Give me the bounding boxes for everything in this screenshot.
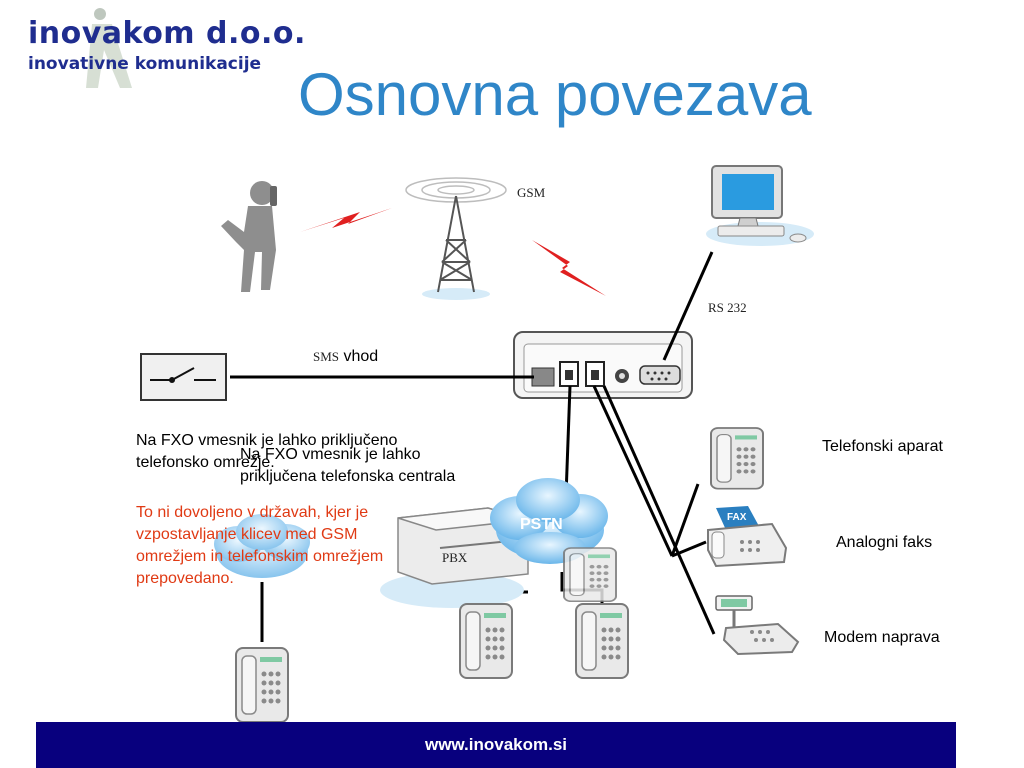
warning-note: To ni dovoljeno v državah, kjer je vzpostavljanje klicev med GSM omrežjem in telefonskim omrežjem prepovedano. — [136, 504, 384, 587]
analogni-faks-label: Analogni faks — [836, 534, 933, 551]
rs232-label: RS 232 — [708, 300, 747, 315]
gsm-label: GSM — [517, 185, 546, 200]
fax-label: FAX — [727, 512, 747, 523]
computer-icon — [706, 166, 814, 246]
logo-name: inovakom d.o.o. — [28, 16, 306, 51]
switch-icon — [141, 354, 226, 400]
fxo-pbx-note: Na FXO vmesnik je lahko priključena telefonska centrala — [240, 446, 456, 485]
desk-phone-icon — [711, 428, 763, 489]
gsm-tower-icon — [406, 178, 506, 300]
modem-icon — [716, 596, 798, 654]
desk-phone-icon — [564, 548, 616, 601]
lightning-icon — [532, 240, 606, 296]
desk-phone-icon — [460, 604, 512, 678]
pstn-label: PSTN — [520, 516, 563, 533]
footer-url[interactable]: www.inovakom.si — [424, 735, 568, 754]
mobile-user-icon — [221, 181, 277, 292]
lightning-icon — [300, 208, 392, 232]
pbx-label: PBX — [442, 550, 468, 565]
page-title: Osnovna povezava — [298, 61, 812, 128]
desk-phone-icon — [236, 648, 288, 722]
fax-machine-icon — [708, 506, 786, 566]
sms-input-label — [313, 348, 378, 366]
logo-tagline: inovativne komunikacije — [28, 54, 262, 74]
gsm-gateway-device — [514, 332, 692, 398]
footer-bar — [36, 722, 956, 768]
sms-label: SMS — [313, 349, 340, 364]
modem-naprava-label: Modem naprava — [824, 629, 940, 646]
telefonski-aparat-label: Telefonski aparat — [822, 438, 943, 455]
vhod-label: vhod — [343, 348, 379, 365]
desk-phone-icon — [576, 604, 628, 678]
fxo-network-note: Na FXO vmesnik je lahko priključeno telefonsko omrežje. — [136, 432, 398, 471]
